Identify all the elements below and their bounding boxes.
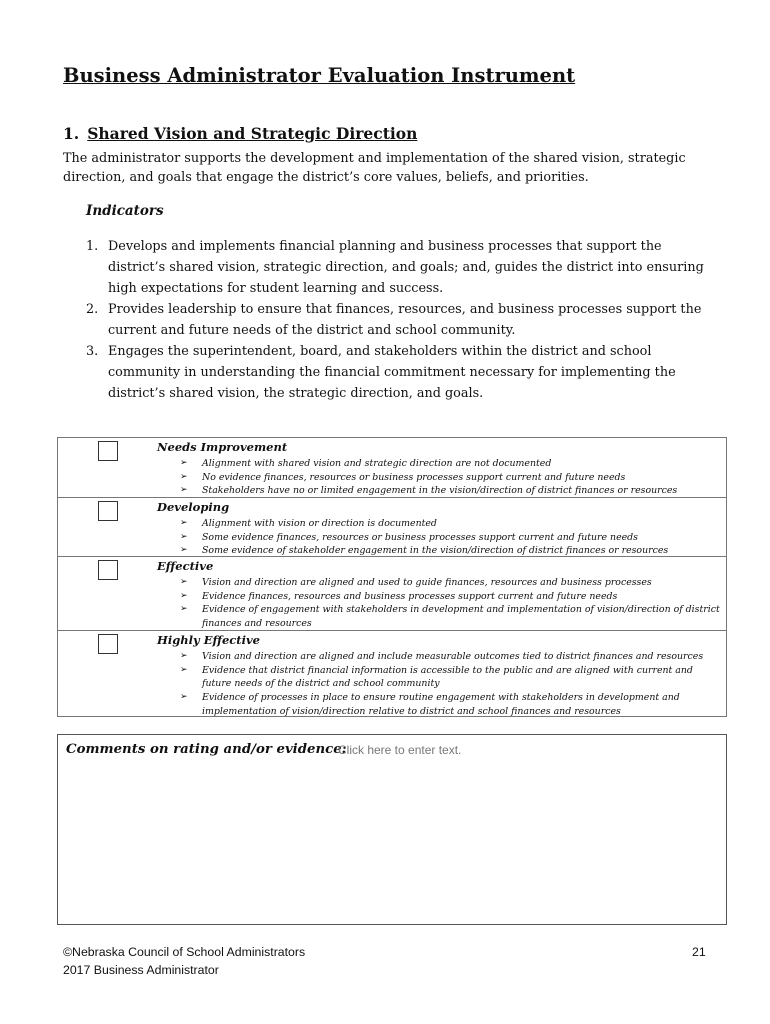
comments-box[interactable] [57,734,727,925]
rating-label: Highly Effective [157,633,260,647]
indicator-item [86,299,706,341]
indicators-heading: Indicators [86,203,164,219]
arrowhead-bullet-icon: ➢ [180,604,188,615]
rating-row-highly-effective [58,630,726,716]
rating-label: Developing [157,500,230,514]
criteria-list [178,457,723,498]
criteria-text: Evidence finances, resources and business processes support current and future needs [202,590,618,602]
criteria-text: Some evidence finances, resources or business processes support current and future needs [202,531,638,543]
rating-row-needs-improvement [58,438,726,497]
rating-table [57,437,727,717]
criteria-text: Evidence of engagement with stakeholders in development and implementation of vision/direction of district finances and resources [202,604,720,630]
criteria-text: Alignment with vision or direction is documented [202,518,437,529]
rating-checkbox-effective[interactable] [98,560,118,580]
document-title: Business Administrator Evaluation Instrument [63,64,576,87]
criteria-text: No evidence finances, resources or business processes support current and future needs [202,471,626,483]
arrowhead-bullet-icon: ➢ [180,692,188,703]
rating-label: Effective [157,559,214,573]
criteria-list [178,517,723,558]
comments-label: Comments on rating and/or evidence: [66,742,347,757]
indicator-text: Provides leadership to ensure that finances, resources, and business processes support the current and future needs of the district and school community. [108,302,702,338]
section-heading [63,124,417,143]
arrowhead-bullet-icon: ➢ [180,651,188,661]
indicator-item [86,236,706,299]
arrowhead-bullet-icon: ➢ [180,531,188,542]
arrowhead-bullet-icon: ➢ [180,485,188,496]
criteria-text: Evidence that district financial information is accessible to the public and are aligned with current and future needs of the district and school community [202,664,693,690]
comments-text-field[interactable]: Click here to enter text. [338,743,462,757]
criteria-item [178,457,723,471]
indicator-text: Develops and implements financial planning and business processes that support the district’s shared vision, strategic direction, and goals; and, guides the district into ensuring high expectations for student learning and success. [108,239,704,296]
arrowhead-bullet-icon: ➢ [180,545,188,556]
arrowhead-bullet-icon: ➢ [180,590,188,601]
criteria-text: Vision and direction are aligned and include measurable outcomes tied to district finances and resources [202,651,704,662]
criteria-item [178,517,723,531]
criteria-item [178,471,723,485]
indicator-number: 1. [86,239,99,254]
footer-subtitle: 2017 Business Administrator [63,963,219,977]
rating-label: Needs Improvement [157,440,288,454]
footer-copyright: ©Nebraska Council of School Administrators [63,945,306,959]
arrowhead-bullet-icon: ➢ [180,577,188,587]
criteria-text: Alignment with shared vision and strategic direction are not documented [202,458,552,469]
page-number: 21 [692,945,706,959]
criteria-item [178,603,723,630]
indicator-number: 2. [86,302,99,317]
section-title: Shared Vision and Strategic Direction [87,124,418,143]
indicator-item [86,341,706,404]
criteria-item [178,576,723,590]
criteria-text: Vision and direction are aligned and used to guide finances, resources and business processes [202,577,652,588]
section-description: The administrator supports the development and implementation of the shared vision, strategic direction, and goals that engage the district’s core values, beliefs, and priorities. [63,151,686,185]
arrowhead-bullet-icon: ➢ [180,518,188,528]
criteria-item [178,650,723,664]
arrowhead-bullet-icon: ➢ [180,664,188,675]
rating-checkbox-needs-improvement[interactable] [98,441,118,461]
criteria-list [178,576,723,631]
criteria-item [178,664,723,691]
arrowhead-bullet-icon: ➢ [180,458,188,468]
rating-row-effective [58,556,726,630]
criteria-text: Some evidence of stakeholder engagement in the vision/direction of district finances or resources [202,545,669,557]
indicator-text: Engages the superintendent, board, and stakeholders within the district and school community in understanding the financial commitment necessary for implementing the district’s shared vision, the strategic direction, and goals. [108,344,676,401]
criteria-item [178,691,723,718]
indicator-list [86,236,706,404]
rating-checkbox-developing[interactable] [98,501,118,521]
section-number: 1. [63,124,80,143]
arrowhead-bullet-icon: ➢ [180,471,188,482]
criteria-item [178,531,723,545]
rating-checkbox-highly-effective[interactable] [98,634,118,654]
criteria-list [178,650,723,719]
criteria-text: Stakeholders have no or limited engagement in the vision/direction of district finances or resources [202,485,678,497]
indicator-number: 3. [86,344,99,359]
criteria-text: Evidence of processes in place to ensure routine engagement with stakeholders in development and implementation of vision/direction relative to district and school finances and resources [202,692,680,717]
rating-row-developing [58,497,726,556]
criteria-item [178,590,723,604]
